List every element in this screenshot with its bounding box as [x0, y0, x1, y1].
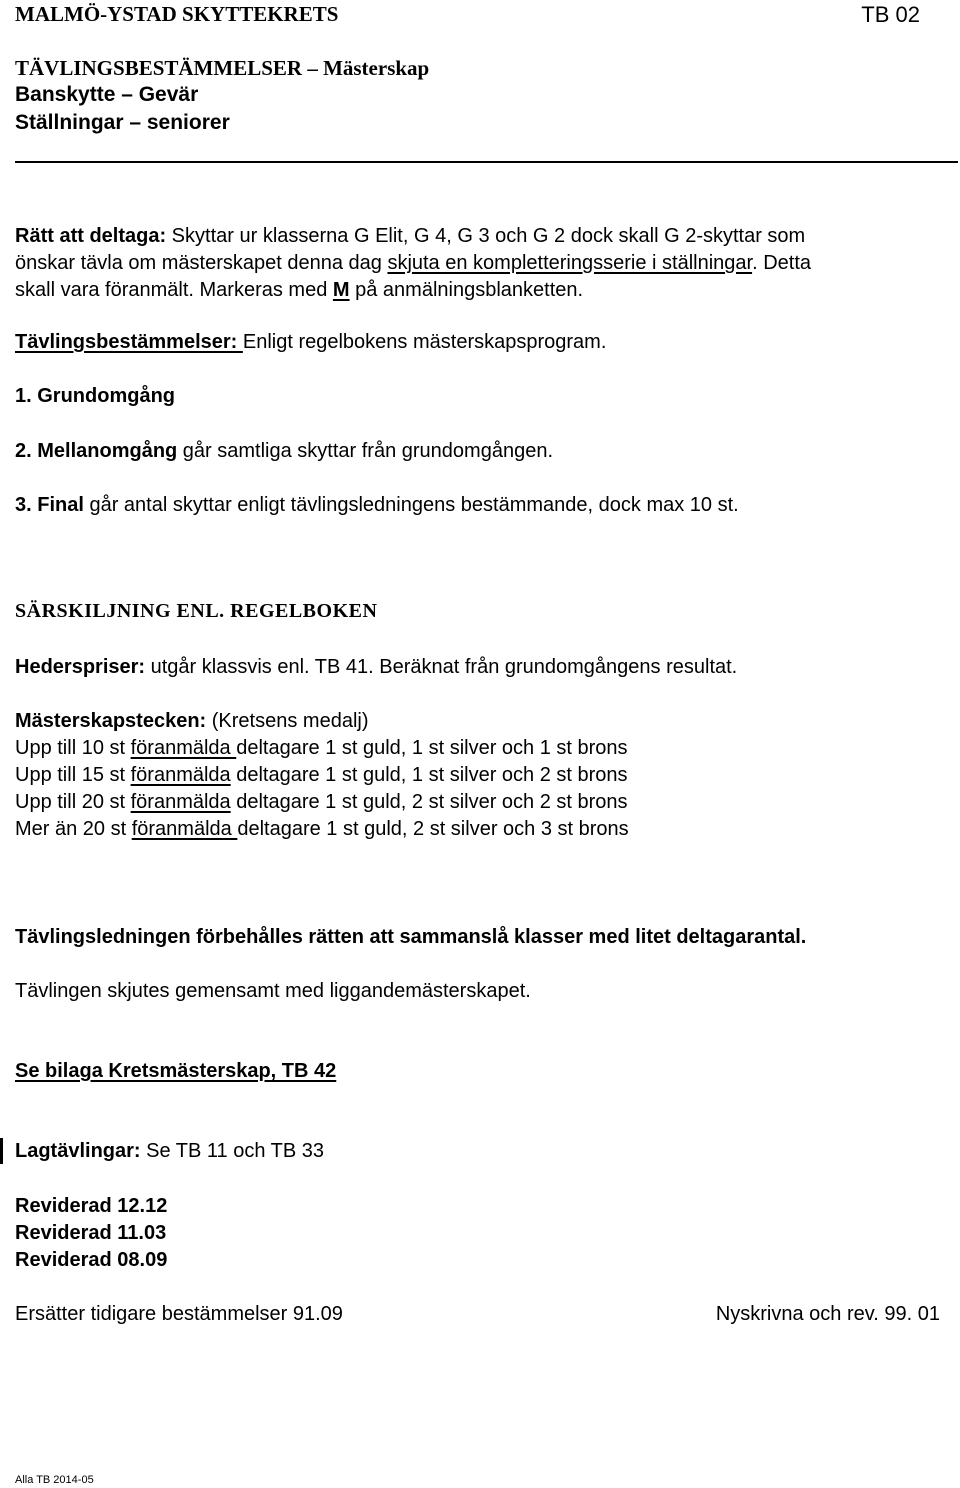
revision-entry: Reviderad 12.12 — [15, 1195, 168, 1217]
new-revision-note: Nyskrivna och rev. 99. 01 — [715, 1303, 940, 1325]
eligibility-line-2: önskar tävla om mästerskapet denna dag skjuta en kompletteringsserie i ställningar. Detta — [15, 252, 811, 274]
mark-letter: M — [332, 279, 350, 301]
revision-entry: Reviderad 08.09 — [15, 1249, 168, 1271]
org-name: MALMÖ-YSTAD SKYTTEKRETS — [15, 2, 339, 26]
eligibility-line-3: skall vara föranmält. Markeras med M på anmälningsblanketten. — [15, 279, 584, 301]
appendix-reference: Se bilaga Kretsmästerskap, TB 42 — [15, 1060, 337, 1082]
supplement-series-text: skjuta en kompletteringsserie i ställningar — [387, 252, 753, 274]
revision-entry: Reviderad 11.03 — [15, 1222, 167, 1244]
reserve-statement: Tävlingsledningen förbehålles rätten att sammanslå klasser med litet deltagarantal. — [15, 926, 807, 948]
replaces-note: Ersätter tidigare bestämmelser 91.09 — [15, 1303, 343, 1325]
prizes-line: Hederspriser: utgår klassvis enl. TB 41. Beräknat från grundomgångens resultat. — [15, 656, 738, 678]
medal-row: Upp till 15 st föranmälda deltagare 1 st guld, 1 st silver och 2 st brons — [15, 764, 628, 786]
medal-row: Mer än 20 st föranmälda deltagare 1 st guld, 2 st silver och 3 st brons — [15, 818, 629, 840]
document-title: TÄVLINGSBESTÄMMELSER – Mästerskap — [15, 56, 430, 80]
rules-line: Tävlingsbestämmelser: Enligt regelbokens mästerskapsprogram. — [15, 331, 607, 353]
tiebreak-heading: SÄRSKILJNING ENL. REGELBOKEN — [15, 600, 378, 622]
footer-note: Alla TB 2014-05 — [15, 1474, 94, 1486]
change-bar — [0, 1138, 3, 1164]
round-2: 2. Mellanomgång går samtliga skyttar från grundomgången. — [15, 440, 554, 462]
rules-label: Tävlingsbestämmelser: — [15, 331, 243, 353]
eligibility-line-1: Rätt att deltaga: Skyttar ur klasserna G Elit, G 4, G 3 och G 2 dock skall G 2-skyttar som — [15, 225, 806, 247]
eligibility-label: Rätt att deltaga: — [15, 225, 167, 247]
round-1: 1. Grundomgång — [15, 385, 175, 407]
medal-row: Upp till 20 st föranmälda deltagare 1 st guld, 2 st silver och 2 st brons — [15, 791, 628, 813]
medals-heading: Mästerskapstecken: (Kretsens medalj) — [15, 710, 369, 732]
document-subtitle-2: Ställningar – seniorer — [15, 111, 230, 134]
medal-row: Upp till 10 st föranmälda deltagare 1 st guld, 1 st silver och 1 st brons — [15, 737, 628, 759]
team-line: Lagtävlingar: Se TB 11 och TB 33 — [15, 1140, 325, 1162]
document-number: TB 02 — [861, 2, 920, 27]
header-divider — [15, 161, 958, 163]
round-3: 3. Final går antal skyttar enligt tävlingsledningens bestämmande, dock max 10 st. — [15, 494, 739, 516]
joint-statement: Tävlingen skjutes gemensamt med liggandemästerskapet. — [15, 980, 531, 1002]
document-subtitle-1: Banskytte – Gevär — [15, 83, 199, 106]
